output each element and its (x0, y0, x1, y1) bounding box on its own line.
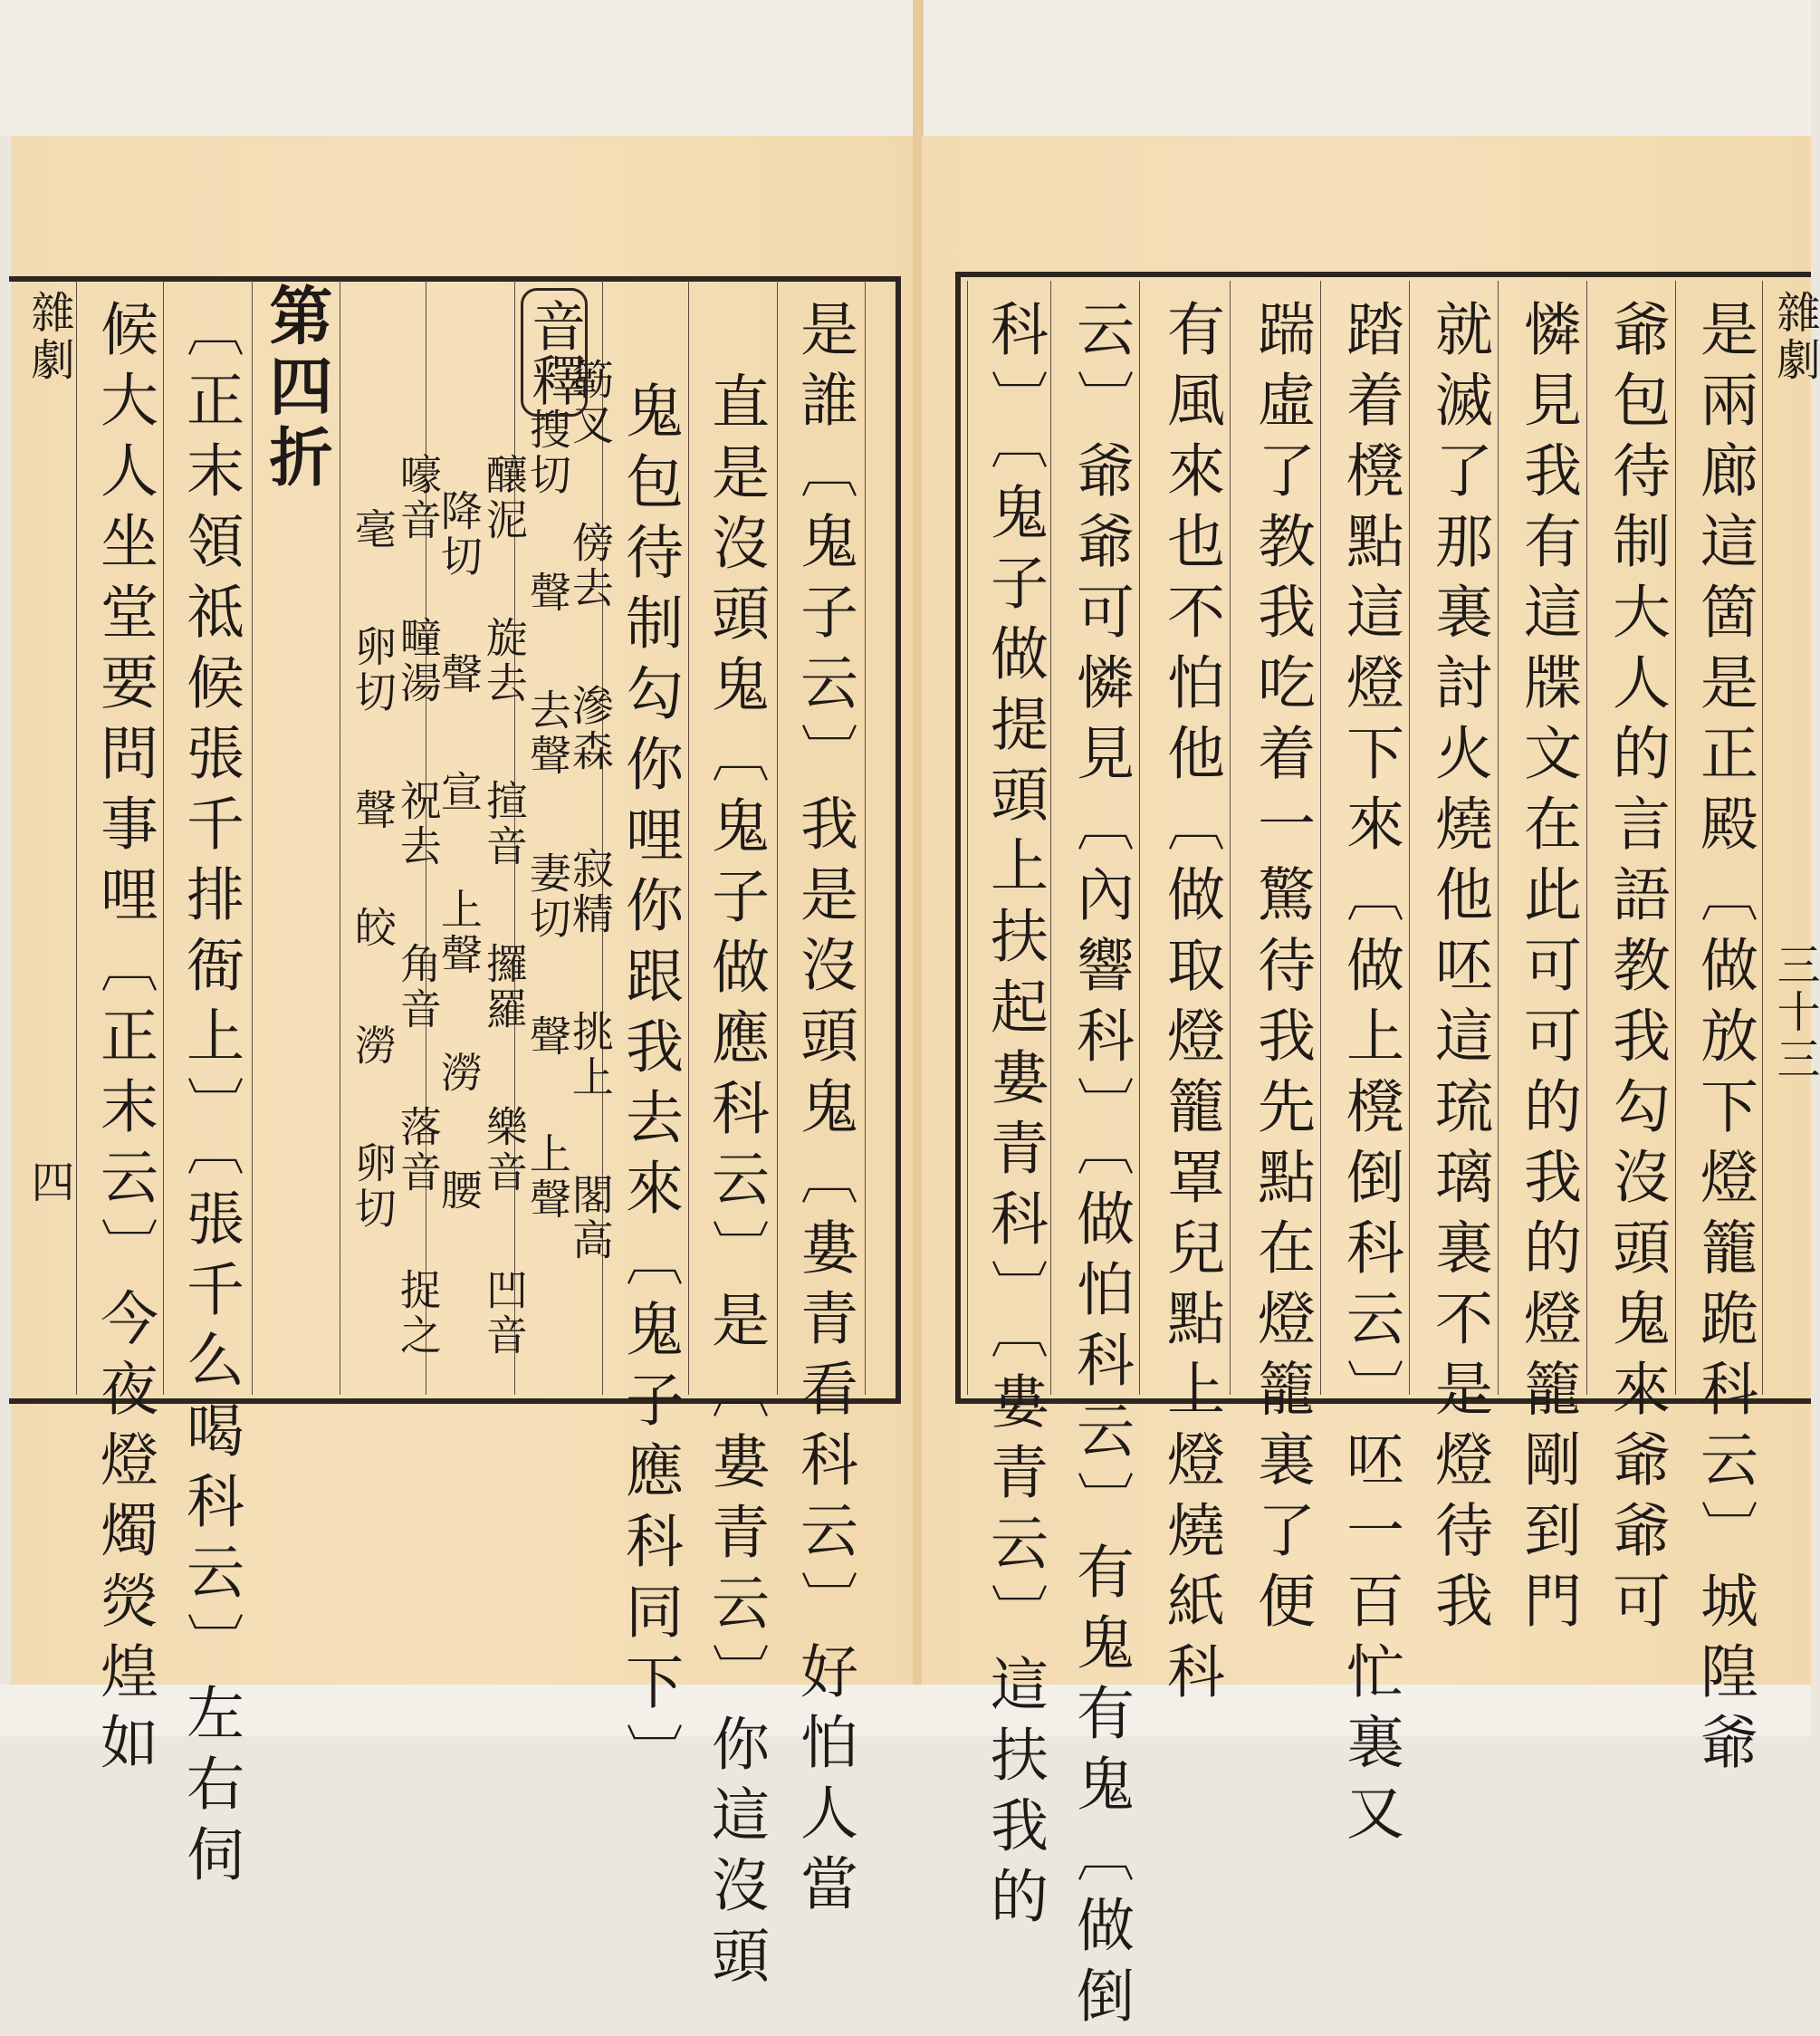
text-column: 就滅了那裏討火燒他呸這琉璃裏不是燈待我 (1425, 299, 1492, 1641)
column-rule (1409, 281, 1410, 1395)
text-column: 云〕爺爺可憐見〔內響科〕〔做怕科云〕有鬼有鬼〔做倒 (1067, 299, 1134, 2036)
text-column: 爺包待制大人的言語教我勾沒頭鬼來爺爺可 (1603, 299, 1670, 1641)
text-column: 是兩廊這箇是正殿〔做放下燈籠跪科云〕城隍爺 (1691, 299, 1758, 1782)
text-column: 直是沒頭鬼〔鬼子做應科云〕是〔婁青云〕你這沒頭 (702, 371, 769, 1996)
column-rule (1050, 281, 1051, 1395)
yinshi-note-column: 搜切 聲 去聲 妻切 聲 上聲 (522, 408, 572, 1223)
text-column: 鬼包待制勾你哩你跟我去來〔鬼子應科同下〕 (616, 380, 683, 1793)
left-running-title: 雜劇 (24, 290, 74, 384)
column-rule (1139, 281, 1140, 1395)
right-page-number: 三十三 (1769, 942, 1820, 1083)
text-column: 候大人坐堂要問事哩〔正末云〕今夜燈燭熒煌如 (91, 299, 158, 1782)
text-column: 科〕〔鬼子做提頭上扶起婁青科〕〔婁青云〕這扶我的 (981, 299, 1048, 1936)
right-running-title: 雜劇 (1769, 290, 1820, 384)
text-column: 踹虛了教我吃着一驚待我先點在燈籠裏了便 (1248, 299, 1315, 1641)
text-column: 踏着櫈點這燈下來〔做上櫈倒科云〕呸一百忙裏又 (1336, 299, 1403, 1853)
column-rule (777, 281, 778, 1395)
column-rule (967, 281, 968, 1395)
text-column: 憐見我有這牒文在此可可的我的燈籠剛到門 (1514, 299, 1581, 1641)
column-rule (1762, 281, 1763, 1395)
text-column: 是誰〔鬼子云〕我是沒頭鬼〔婁青看科云〕好怕人當 (790, 299, 857, 1924)
yinshi-note-column: 毫 卵切 聲 皎 澇 卵切 (348, 507, 398, 1232)
column-rule (76, 281, 77, 1395)
yinshi-note-column: 釀泥 旋去 揎音 攞羅 樂音 凹音 (479, 453, 529, 1359)
column-rule (1498, 281, 1499, 1395)
column-rule (1320, 281, 1321, 1395)
text-column: 〔正末領祗候張千排衙上〕〔張千么喝科云〕左右伺 (177, 299, 244, 1895)
text-column: 有風來也不怕他〔做取燈籠罩兒點上燈燒紙科 (1157, 299, 1224, 1712)
column-rule (1230, 281, 1231, 1395)
column-rule (252, 281, 253, 1395)
left-page-number: 四 (24, 1159, 74, 1206)
act-heading: 第四折 (259, 283, 334, 495)
column-rule (1675, 281, 1676, 1395)
column-rule (688, 281, 689, 1395)
column-rule (1586, 281, 1587, 1395)
yinshi-note-column: 降切 聲 宣 上聲 澇 腰 (434, 489, 484, 1214)
column-rule (163, 281, 164, 1395)
yinshi-note-column: 簕叉 傍去 滲森 寂精 挑上 閣高 (565, 358, 615, 1263)
column-rule (865, 281, 866, 1395)
yinshi-note-column: 嚎音 疃湯 祝去 角音 落音 捉之 (393, 453, 443, 1359)
yinshi-label: 音釋 (521, 288, 588, 417)
